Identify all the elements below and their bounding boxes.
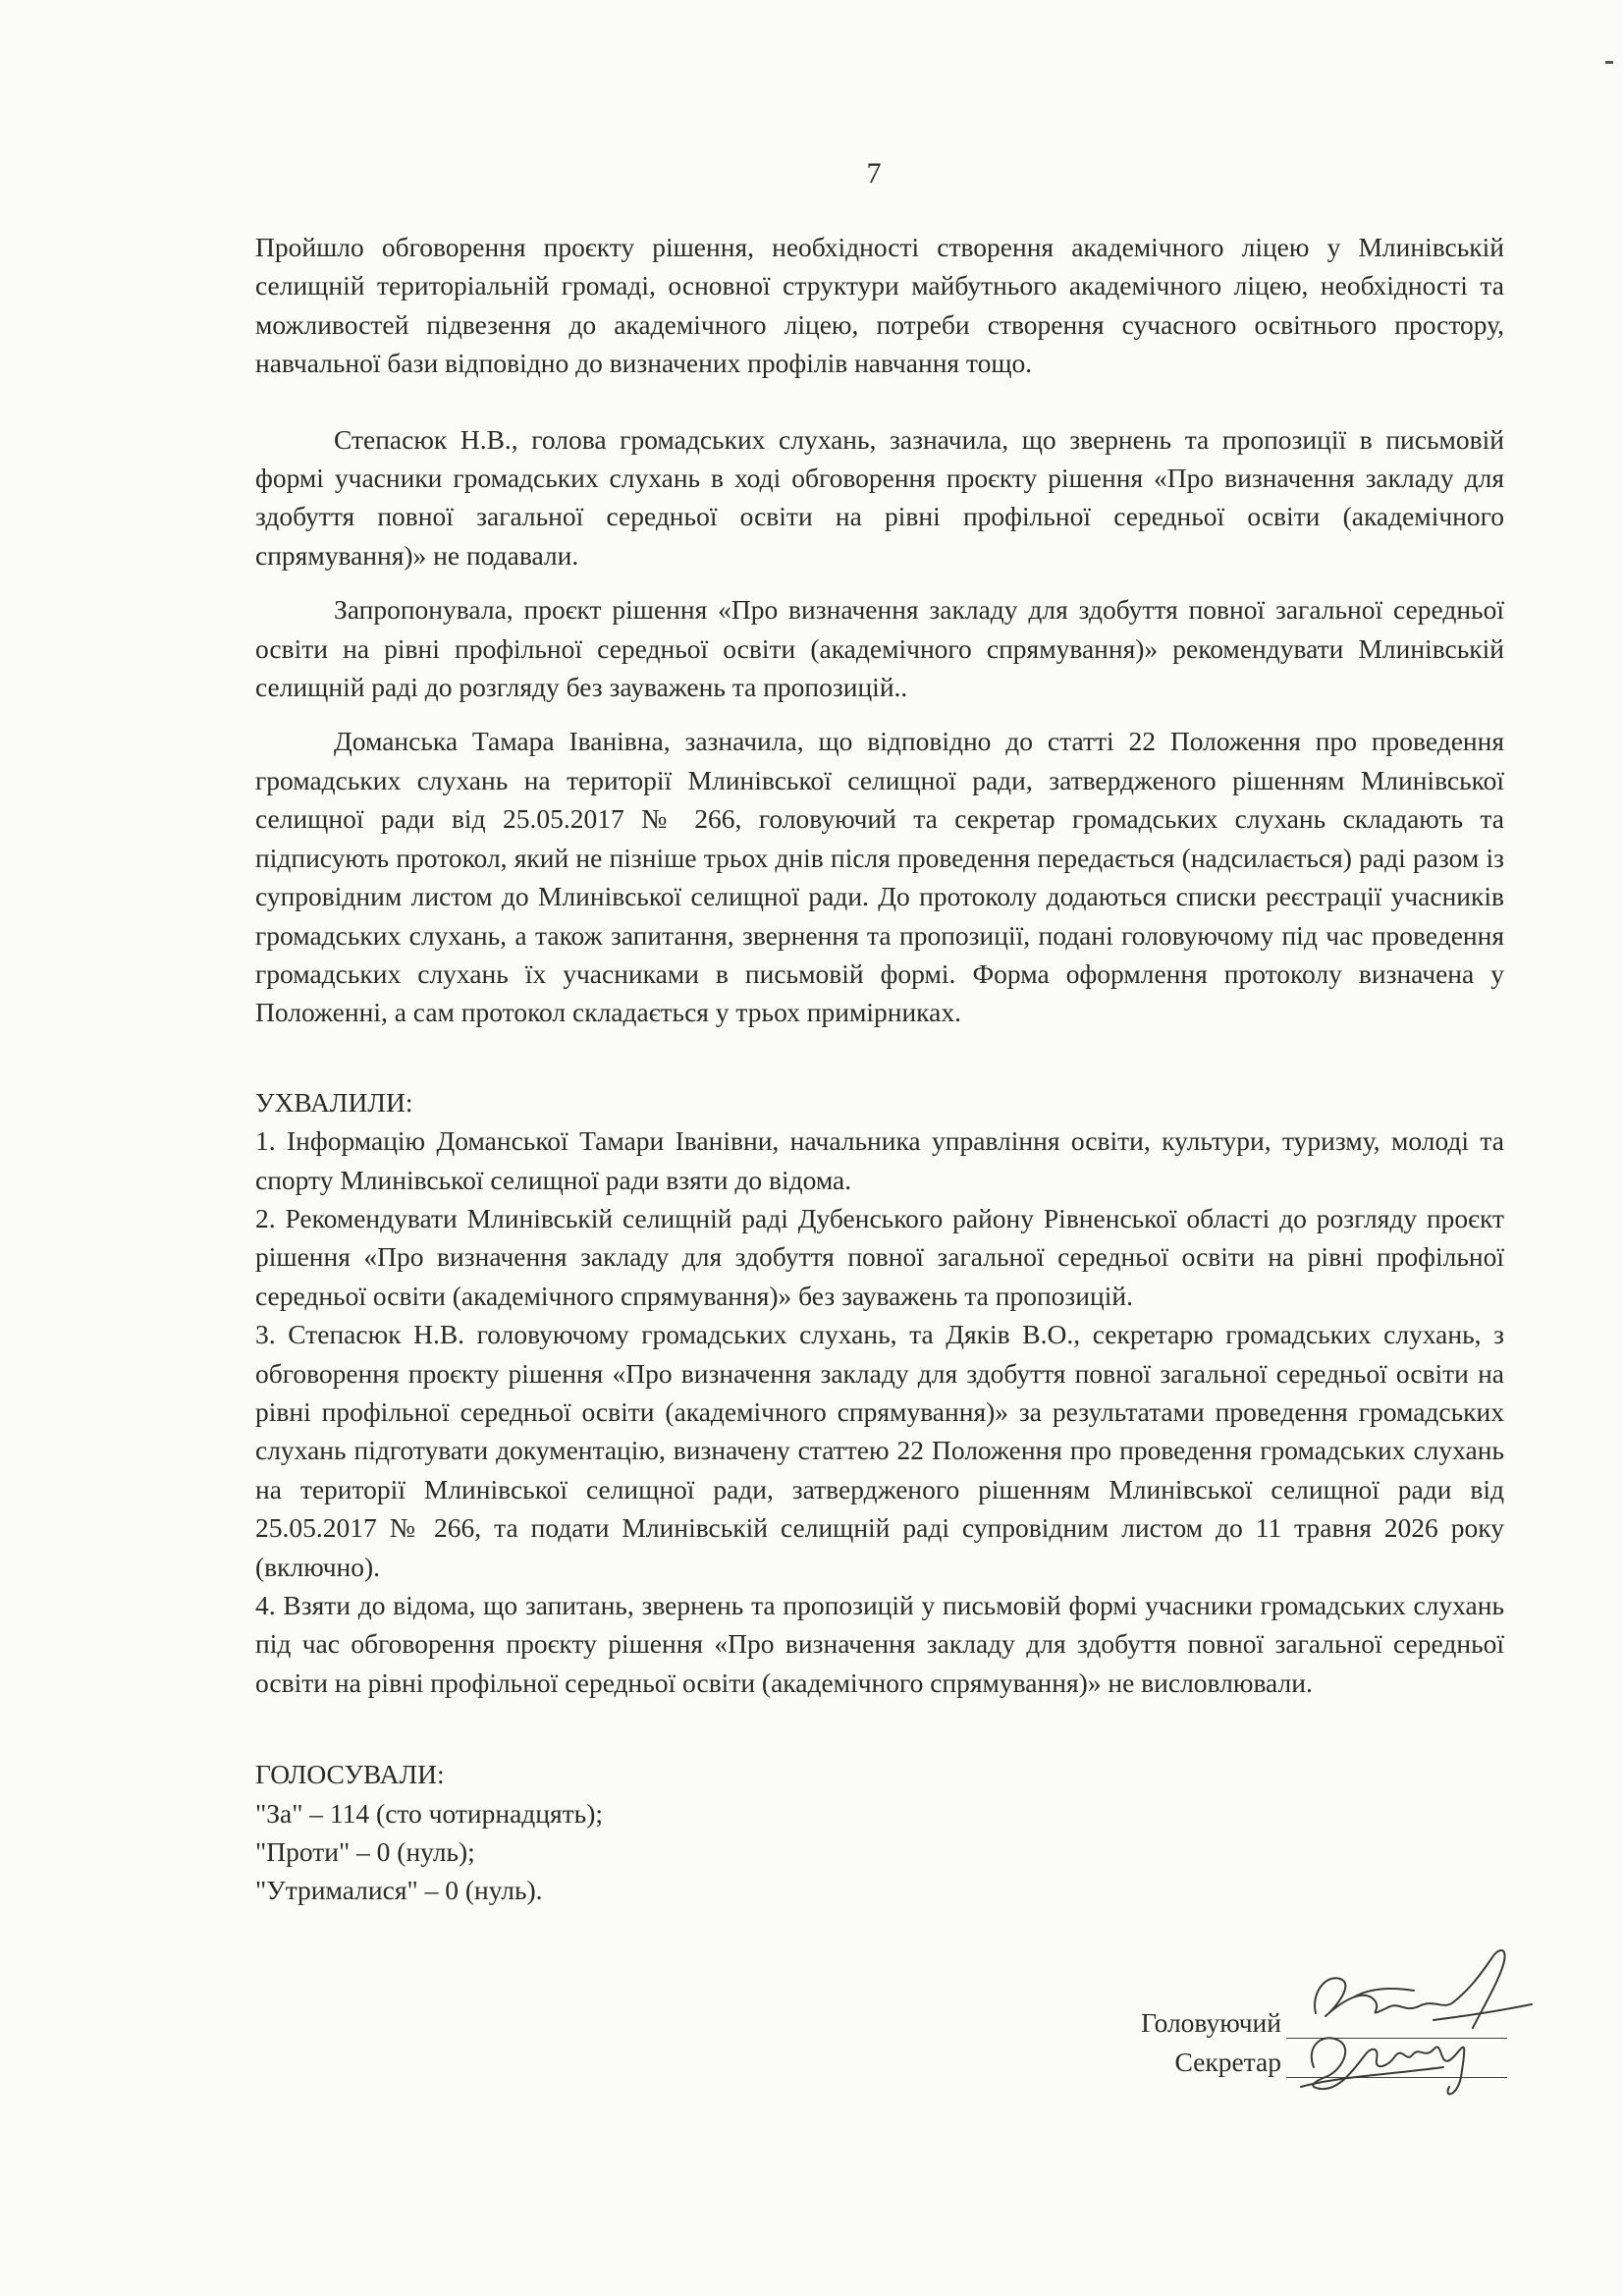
- vote-for: "За" – 114 (сто чотирнадцять);: [255, 1797, 604, 1829]
- resolved-item-4: 4. Взяти до відома, що запитань, звернень та пропозицій у письмовій формі учасники громадських слухань під час обговорення проєкту рішення «Про визначення закладу для здобуття повної загальної середньої освіти на рівні профільної середньої освіти (академічного спрямування)» не висловлювали.: [255, 1590, 1504, 1698]
- handwritten-signatures: [1296, 1940, 1551, 2106]
- chair-label: Головуючий: [1141, 2007, 1281, 2038]
- resolved-item-1: 1. Інформацію Доманської Тамари Іванівни, начальника управління освіти, культури, туризму, молоді та спорту Млинівської селищної ради взяти до відома.: [255, 1125, 1504, 1195]
- paragraph-discussion: Пройшло обговорення проєкту рішення, необхідності створення академічного ліцею у Млинівській селищній територіальній громаді, основної структури майбутнього академічного ліцею, необхідності та можливостей підвезення до академічного ліцею, потреби створення сучасного освітнього простору, навчальної бази відповідно до визначених профілів навчання тощо.: [255, 232, 1504, 379]
- secretary-label: Секретар: [1174, 2047, 1281, 2077]
- voting-heading: ГОЛОСУВАЛИ:: [255, 1759, 445, 1790]
- resolved-item-2: 2. Рекомендувати Млинівській селищній раді Дубенського району Рівненської області до розгляду проєкт рішення «Про визначення закладу для здобуття повної загальної середньої освіти на рівні профільної середньої освіти (академічного спрямування)» без зауважень та пропозицій.: [255, 1202, 1504, 1311]
- resolved-heading: УХВАЛИЛИ:: [255, 1086, 413, 1118]
- vote-abstained: "Утрималися" – 0 (нуль).: [255, 1875, 543, 1906]
- document-body: [255, 228, 1504, 1910]
- resolved-item-3: 3. Степасюк Н.В. головуючому громадських слухань, та Дяків В.О., секретарю громадських слухань, з обговорення проєкту рішення «Про визначення закладу для здобуття повної загальної середньої освіти на рівні профільної середньої освіти (академічного спрямування)» за результатами проведення громадських слухань підготувати документацію, визначену статтею 22 Положення про проведення громадських слухань на території Млинівської селищної ради, затвердженого рішенням Млинівської селищної ради від 25.05.2017 № 266, та подати Млинівській селищній раді супровідним листом до 11 травня 2026 року (включно).: [255, 1319, 1504, 1582]
- paragraph-domanska: Доманська Тамара Іванівна, зазначила, що відповідно до статті 22 Положення про проведення громадських слухань на території Млинівської селищної ради, затвердженого рішенням Млинівської селищної ради від 25.05.2017 № 266, головуючий та секретар громадських слухань складають та підписують протокол, який не пізніше трьох днів після проведення передається (надсилається) раді разом із супровідним листом до Млинівської селищної ради. До протоколу додаються списки реєстрації учасників громадських слухань, а також запитання, звернення та пропозиції, подані головуючому під час проведення громадських слухань їх учасниками в письмовій формі. Форма оформлення протоколу визначена у Положенні, а сам протокол складається у трьох примірниках.: [255, 726, 1504, 1028]
- scan-mark: [1605, 61, 1613, 64]
- page-number: 7: [866, 157, 882, 190]
- paragraph-stepasiuk: Степасюк Н.В., голова громадських слухань, зазначила, що звернень та пропозиції в письмовій формі учасники громадських слухань в ході обговорення проєкту рішення «Про визначення закладу для здобуття повної загальної середньої освіти на рівні профільної середньої освіти (академічного спрямування)» не подавали.: [255, 423, 1504, 571]
- vote-against: "Проти" – 0 (нуль);: [255, 1836, 475, 1868]
- paragraph-proposal: Запропонувала, проєкт рішення «Про визначення закладу для здобуття повної загальної середньої освіти на рівні профільної середньої освіти (академічного спрямування)» рекомендувати Млинівській селищній раді до розгляду без зауважень та пропозицій..: [255, 594, 1504, 703]
